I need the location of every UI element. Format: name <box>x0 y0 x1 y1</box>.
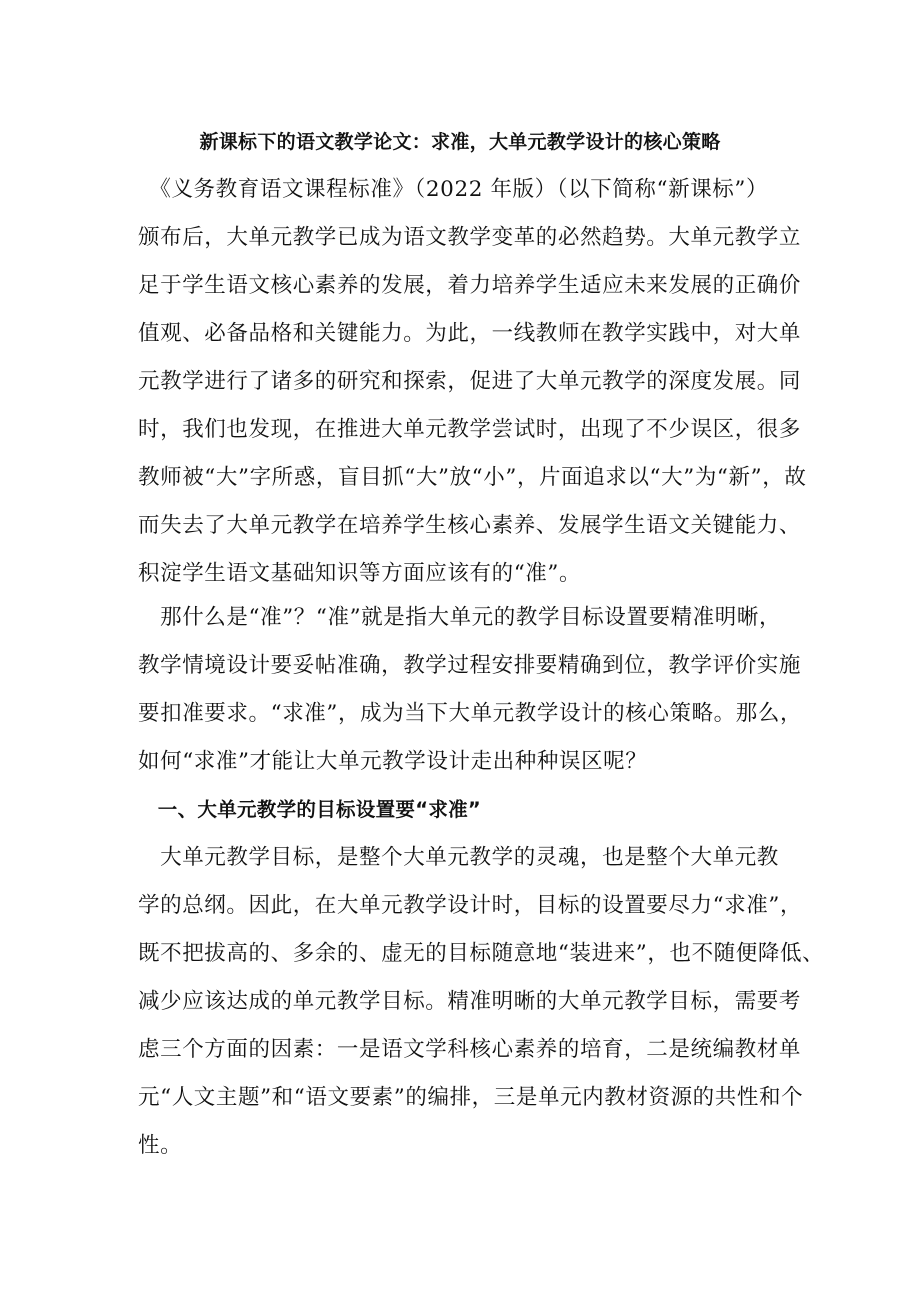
paragraph-2 <box>138 594 803 786</box>
section-heading: 一、大单元教学的目标设置要“求准” <box>138 798 482 821</box>
text-line: 颁布后，大单元教学已成为语文教学变革的必然趋势。大单元教学立 <box>138 225 802 250</box>
text-line: 时，我们也发现，在推进大单元教学尝试时，出现了不少误区，很多 <box>138 417 802 442</box>
paragraph-1 <box>138 166 807 598</box>
text-line: 足于学生语文核心素养的发展，着力培养学生适应未来发展的正确价 <box>138 273 802 298</box>
text-line: 虑三个方面的因素：一是语文学科核心素养的培育，二是统编教材单 <box>138 1037 802 1062</box>
text-line: 要扣准要求。“求准”，成为当下大单元教学设计的核心策略。那么， <box>138 701 803 726</box>
text-line: 教学情境设计要妥帖准确，教学过程安排要精确到位，教学评价实施 <box>138 653 802 678</box>
text-line: 《义务教育语文课程标准》（2022 年版）（以下简称“新课标”） <box>138 177 769 202</box>
text-line: 减少应该达成的单元教学目标。精准明晰的大单元教学目标，需要考 <box>138 989 802 1014</box>
paragraph-3 <box>138 834 825 1170</box>
text-line: 学的总纲。因此，在大单元教学设计时，目标的设置要尽力“求准”， <box>138 893 803 918</box>
text-line: 如何“求准”才能让大单元教学设计走出种种误区呢？ <box>138 749 648 774</box>
text-line: 那什么是“准”？“准”就是指大单元的教学目标设置要精准明晰， <box>138 605 782 630</box>
document-title: 新课标下的语文教学论文：求准，大单元教学设计的核心策略 <box>199 131 721 153</box>
text-line: 积淀学生语文基础知识等方面应该有的“准”。 <box>138 561 582 586</box>
text-line: 而失去了大单元教学在培养学生核心素养、发展学生语文关键能力、 <box>138 513 802 538</box>
text-line: 值观、必备品格和关键能力。为此，一线教师在教学实践中，对大单 <box>138 321 802 346</box>
text-line: 教师被“大”字所惑，盲目抓“大”放“小”，片面追求以“大”为“新”，故 <box>138 465 807 490</box>
text-line: 元“人文主题”和“语文要素”的编排，三是单元内教材资源的共性和个 <box>138 1085 804 1110</box>
text-line: 性。 <box>138 1133 183 1158</box>
section-heading-block <box>138 786 788 834</box>
text-line: 大单元教学目标，是整个大单元教学的灵魂，也是整个大单元教 <box>138 845 779 870</box>
text-line: 既不把拔高的、多余的、虚无的目标随意地“装进来”，也不随便降低、 <box>138 941 825 966</box>
text-line: 元教学进行了诸多的研究和探索，促进了大单元教学的深度发展。同 <box>138 369 802 394</box>
